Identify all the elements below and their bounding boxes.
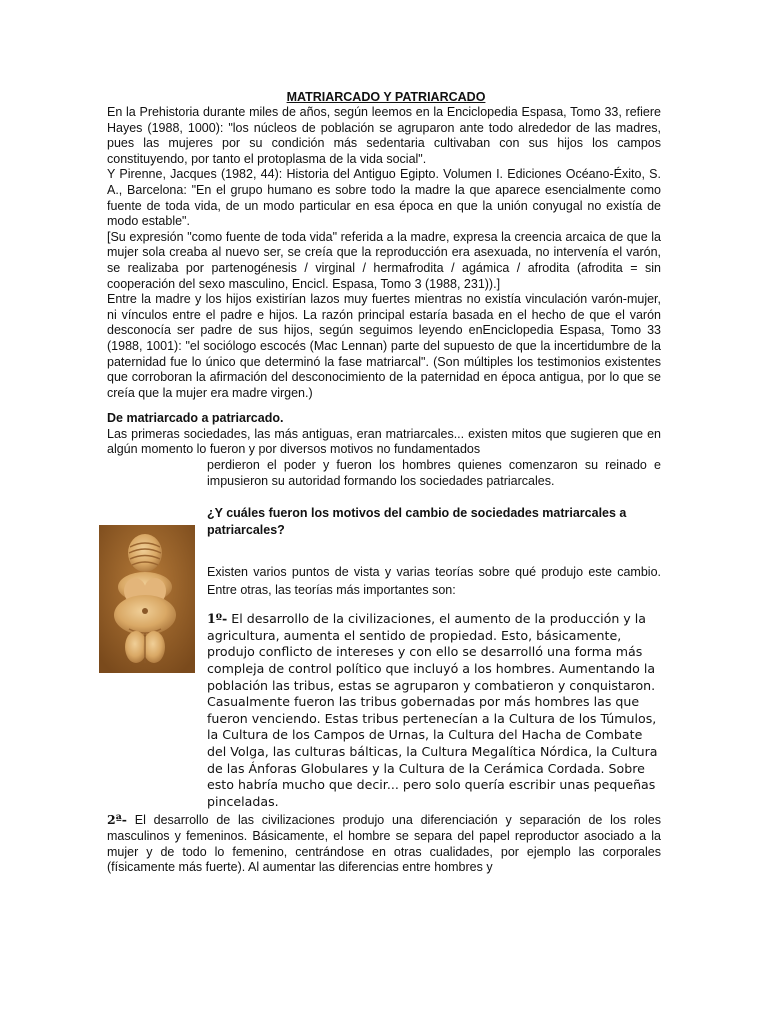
venus-figurine-image: [99, 525, 195, 673]
theory-item-2: [107, 812, 661, 875]
section-heading: De matriarcado a patriarcado.: [107, 411, 284, 426]
paragraph-pirenne: Y Pirenne, Jacques (1982, 44): Historia del Antiguo Egipto. Volumen I. Ediciones Océano-Éxito, S. A., Barcelona: "En el grupo humano es sobre todo la madre la que aparece esencialmente como fuente de toda vida, de un modo particular en esa época en que la unión conyugal no existía de modo estable".: [107, 167, 661, 229]
theory-item-2-text: El desarrollo de las civilizaciones produjo una diferenciación y separación de los roles masculinos y femeninos. Básicamente, el hombre se separa del papel reproductor asociado a la mujer y de todo lo femenino, centrándose en otras cualidades, por ejemplo las corporales (físicamente más fuerte). Al aumentar las diferencias entre hombres y: [107, 813, 661, 875]
paragraph-bracket-note: [Su expresión "como fuente de toda vida" referida a la madre, expresa la creencia arcaica de que la mujer sola creaba al nuevo ser, se creía que la reproducción era asexuada, no intervenía el varón, se realizaba por partenogénesis / virginal / hermafrodita / agámica / afrodita (afrodita = sin cooperación del sexo masculino, Encicl. Espasa, Tomo 3 (1988, 231)).]: [107, 229, 661, 291]
paragraph-first-societies-cont: perdieron el poder y fueron los hombres quienes comenzaron su reinado e impusieron su autoridad formando los sociedades patriarcales.: [207, 458, 661, 488]
theory-item-1-label: 1º-: [207, 611, 228, 627]
theory-item-1-text: El desarrollo de la civilizaciones, el aumento de la producción y la agricultura, aumenta el sentido de propiedad. Esto, básicamente, produjo conflicto de intereses y con ello se desarrolló una forma más compleja de control político que incluyó a los hombres. Aumentando la población las tribus, estas se agruparon y combatieron y conquistaron. Casualmente fueron las tribus gobernadas por más hombres las que fueron venciendo. Estas tribus pertenecían a la Cultura de los Túmulos, la Cultura de los Campos de Urnas, la Cultura del Hacha de Combate del Volga, las culturas bálticas, la Cultura Megalítica Nórdica, la Cultura de las Ánforas Globulares y la Cultura de la Cerámica Cordada. Sobre esto habría mucho que decir... pero solo quería escribir unas pequeñas pinceladas.: [207, 611, 658, 809]
document-page: [107, 90, 661, 876]
paragraph-theories-intro: Existen varios puntos de vista y varias teorías sobre qué produjo este cambio. Entre otras, las teorías más importantes son:: [207, 565, 661, 598]
paragraph-hayes: En la Prehistoria durante miles de años, según leemos en la Enciclopedia Espasa, Tomo 33, refiere Hayes (1988, 1000): "los núcleos de población se agruparon ante todo alrededor de las madres, pues las mujeres por su condición más sedentaria cultivaban con sus hijos los campos constituyendo, por tanto el protoplasma de la vida social".: [107, 105, 661, 166]
paragraph-paternity: Entre la madre y los hijos existirían lazos muy fuertes mientras no existía vinculación varón-mujer, ni vínculos entre el padre e hijos. La razón principal estaría basada en el hecho de que el varón desconocía ser padre de sus hijos, según seguimos leyendo enEnciclopedia Espasa, Tomo 33 (1988, 1001): "el sociólogo escocés (Mac Lennan) parte del supuesto de que la incertidumbre de la paternidad fue lo único que determinó la fase matriarcal". (Son múltiples los testimonios existentes que corroboran la afirmación del desconocimiento de la paternidad en época antigua, por lo que se creía que la mujer era madre virgen.): [107, 292, 661, 400]
theory-item-2-label: 2ª-: [107, 812, 127, 828]
paragraph-first-societies: Las primeras sociedades, las más antiguas, eran matriarcales... existen mitos que sugieren que en algún momento lo fueron y por diversos motivos no fundamentados: [107, 426, 661, 457]
question-heading: ¿Y cuáles fueron los motivos del cambio de sociedades matriarcales a patriarcales?: [207, 506, 627, 538]
document-title: MATRIARCADO Y PATRIARCADO: [286, 90, 486, 104]
